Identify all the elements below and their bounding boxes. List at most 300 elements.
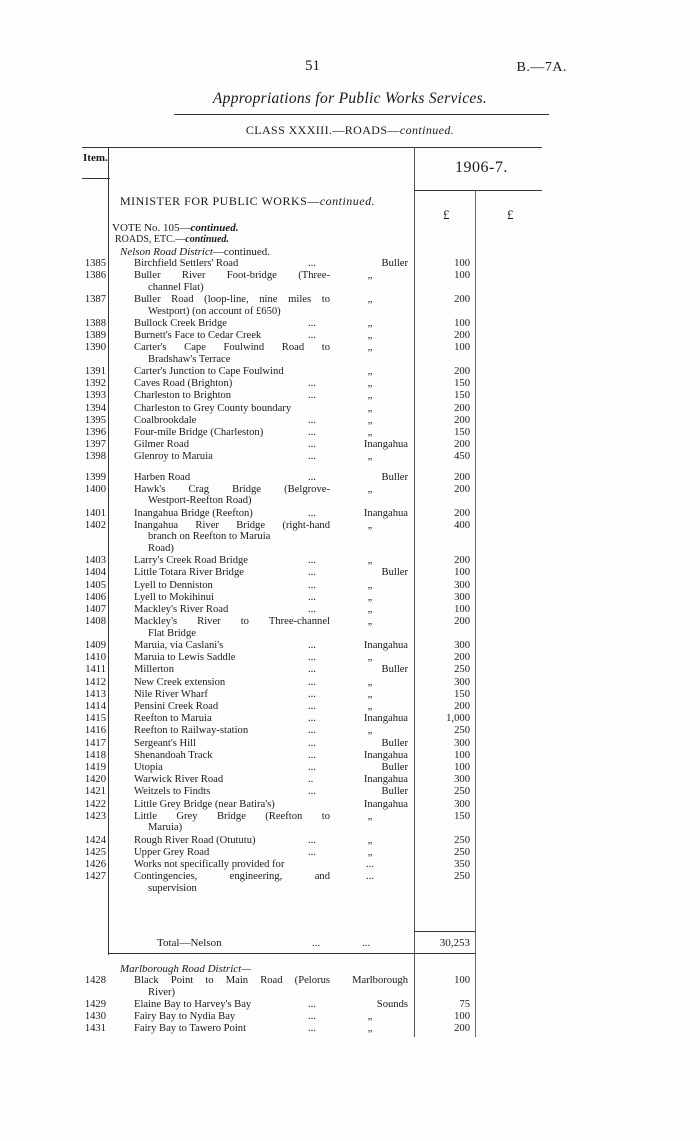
description-line: Sergeant's Hill (134, 737, 197, 749)
county-name: Inangahua (363, 640, 408, 651)
page-title: Appropriations for Public Works Services. (212, 90, 488, 107)
amount: 200 (454, 414, 470, 426)
amount-column-divider (414, 147, 415, 1037)
description-line: Caves Road (Brighton) (134, 378, 233, 390)
county-name: „ (367, 414, 373, 426)
description-line: Little Totara River Bridge (134, 567, 244, 579)
item-number: 1400 (84, 483, 106, 495)
item-number: 1389 (84, 330, 106, 341)
leader-dots: ... (308, 507, 316, 519)
leader-dots: ... (308, 390, 316, 402)
item-description (134, 294, 330, 317)
amount: 100 (454, 604, 470, 615)
county-name: „ (367, 725, 373, 737)
county-name: „ (367, 555, 373, 567)
description-line: Nile River Wharf (134, 688, 208, 700)
total-leader-dots: ... (312, 937, 321, 949)
item-number: 1385 (84, 258, 106, 269)
item-number: 1423 (84, 810, 106, 822)
description-line: Inangahua River Bridge (right-hand (134, 519, 330, 531)
total-column-divider (475, 190, 476, 1037)
county-name: „ (367, 451, 373, 463)
item-column-header: Item. (83, 152, 108, 164)
county-name: „ (367, 519, 373, 531)
amount: 200 (454, 701, 470, 712)
item-number: 1407 (84, 604, 106, 615)
amount: 150 (454, 688, 470, 700)
item-description (134, 847, 330, 859)
amount: 200 (454, 471, 470, 483)
leader-dots: ... (308, 749, 316, 761)
item-description (134, 975, 330, 998)
year-rule (414, 190, 542, 191)
description-line: Fairy Bay to Tawero Point (134, 1023, 247, 1035)
county-name: ... (366, 859, 374, 870)
minister-heading: MINISTER FOR PUBLIC WORKS—continued. (120, 194, 376, 208)
item-number: 1421 (84, 786, 106, 798)
item-description (134, 1023, 330, 1035)
description-line: channel Flat) (148, 281, 204, 293)
amount: 100 (454, 258, 470, 269)
amount: 100 (454, 1011, 470, 1022)
item-description (134, 762, 330, 774)
description-line: Hawk's Crag Bridge (Belgrove- (134, 483, 330, 495)
description-line: Carter's Junction to Cape Foulwind (134, 366, 284, 377)
county-name: „ (367, 378, 373, 390)
amount: 100 (454, 270, 470, 282)
item-number: 1399 (84, 471, 106, 483)
description-line: Little Grey Bridge (Reefton to (134, 810, 330, 822)
county-name: „ (367, 834, 373, 846)
item-number: 1428 (84, 975, 106, 986)
county-name: „ (367, 846, 373, 858)
county-name: „ (367, 366, 373, 377)
item-description (134, 580, 330, 592)
item-description (134, 258, 330, 270)
description-line: Upper Grey Road (134, 846, 210, 858)
item-description (134, 604, 330, 616)
total-bottom-rule (414, 953, 475, 954)
nelson-district-heading: Nelson Road District—continued. (120, 246, 271, 258)
item-number: 1406 (84, 591, 106, 603)
item-number: 1388 (84, 317, 106, 329)
description-line: Pensini Creek Road (134, 701, 219, 712)
item-number: 1416 (84, 725, 106, 737)
currency-symbol-left: £ (443, 207, 450, 222)
item-number: 1387 (84, 294, 106, 305)
leader-dots: ... (308, 317, 316, 329)
item-description (134, 555, 330, 567)
total-label: Total—Nelson (157, 937, 222, 949)
description-line: River) (148, 986, 176, 998)
description-line: Reefton to Railway-station (134, 725, 249, 737)
leader-dots: ... (308, 737, 316, 749)
item-description (134, 835, 330, 847)
item-description (134, 1011, 330, 1023)
amount: 100 (454, 567, 470, 579)
description-line: Westport) (on account of £650) (148, 305, 281, 317)
year-column-header: 1906-7. (455, 159, 508, 176)
amount: 150 (454, 390, 470, 402)
item-number: 1409 (84, 640, 106, 651)
document-reference: B.—7A. (516, 60, 567, 75)
amount: 200 (454, 616, 470, 628)
description-line: Mackley's River to Three-channel (134, 616, 330, 628)
description-line: Flat Bridge (148, 627, 196, 639)
county-name: „ (367, 317, 373, 329)
item-description (134, 616, 330, 639)
item-number: 1394 (84, 402, 106, 414)
description-line: Millerton (134, 664, 175, 676)
amount: 200 (454, 507, 470, 519)
leader-dots: ... (308, 664, 316, 676)
county-name: Sounds (376, 998, 408, 1010)
item-number: 1403 (84, 555, 106, 567)
county-name: Marlborough (352, 975, 408, 986)
item-number: 1391 (84, 366, 106, 377)
item-description (134, 484, 330, 507)
leader-dots: ... (308, 427, 316, 438)
amount: 250 (454, 786, 470, 798)
class-heading: CLASS XXXIII.—ROADS—continued. (245, 123, 455, 137)
amount: 300 (454, 774, 470, 786)
item-description (134, 451, 330, 463)
amount: 250 (454, 871, 470, 883)
item-description (134, 859, 330, 871)
description-line: Charleston to Brighton (134, 390, 232, 402)
section-rule (108, 953, 415, 954)
description-line: Charleston to Grey County boundary (134, 402, 292, 414)
item-description (134, 366, 330, 378)
amount: 100 (454, 317, 470, 329)
description-line: Maruia to Lewis Saddle (134, 652, 236, 664)
description-line: Four-mile Bridge (Charleston) (134, 427, 264, 438)
county-name: „ (367, 616, 373, 628)
description-line: Gilmer Road (134, 439, 190, 451)
leader-dots: ... (308, 414, 316, 426)
item-number: 1396 (84, 427, 106, 438)
leader-dots: ... (308, 451, 316, 463)
leader-dots: ... (308, 640, 316, 651)
description-line: Road) (148, 542, 174, 554)
amount: 450 (454, 451, 470, 463)
item-description (134, 270, 330, 293)
item-description (134, 427, 330, 439)
marlborough-district-heading: Marlborough Road District— (120, 963, 251, 975)
county-name: „ (367, 294, 373, 305)
amount: 200 (454, 1023, 470, 1035)
item-number: 1424 (84, 834, 106, 846)
description-line: Larry's Creek Road Bridge (134, 555, 248, 567)
description-line: Weitzels to Findts (134, 786, 211, 798)
item-number: 1412 (84, 676, 106, 688)
item-description (134, 871, 330, 894)
item-number: 1417 (84, 737, 106, 749)
description-line: Westport-Reefton Road) (148, 495, 252, 507)
description-line: supervision (148, 882, 197, 894)
description-line: Bradshaw's Terrace (148, 353, 231, 365)
county-name: „ (367, 676, 373, 688)
item-description (134, 999, 330, 1011)
item-number: 1418 (84, 749, 106, 761)
item-number: 1411 (85, 664, 106, 676)
item-number: 1414 (84, 701, 106, 712)
county-name: „ (367, 688, 373, 700)
item-number: 1395 (84, 414, 106, 426)
county-name: Buller (381, 471, 408, 483)
county-name: „ (367, 270, 373, 282)
amount: 200 (454, 483, 470, 495)
roads-heading: ROADS, ETC.—continued. (115, 234, 229, 245)
description-line: Contingencies, engineering, and (134, 871, 330, 883)
item-number: 1425 (84, 846, 106, 858)
county-name: „ (367, 701, 373, 712)
item-number: 1415 (84, 713, 106, 725)
amount: 300 (454, 591, 470, 603)
amount: 300 (454, 737, 470, 749)
leader-dots: ... (308, 1023, 316, 1035)
description-line: Harben Road (134, 471, 191, 483)
description-line: Lyell to Denniston (134, 579, 213, 591)
item-description (134, 415, 330, 427)
description-line: Maruia, via Caslani's (134, 640, 224, 651)
item-number: 1431 (84, 1023, 106, 1035)
leader-dots: ... (308, 713, 316, 725)
county-name: „ (367, 604, 373, 615)
amount: 300 (454, 579, 470, 591)
item-description (134, 677, 330, 689)
item-description (134, 652, 330, 664)
description-line: Birchfield Settlers' Road (134, 258, 239, 269)
leader-dots: ... (308, 258, 316, 269)
amount: 300 (454, 798, 470, 810)
county-name: Inangahua (363, 439, 408, 451)
amount: 150 (454, 427, 470, 438)
county-name: Buller (381, 664, 408, 676)
item-number: 1390 (84, 342, 106, 354)
leader-dots: ... (308, 378, 316, 390)
item-number: 1398 (84, 451, 106, 463)
item-number: 1413 (84, 688, 106, 700)
item-number: 1410 (84, 652, 106, 664)
item-number: 1427 (84, 871, 106, 883)
item-column-divider (108, 147, 109, 955)
leader-dots: ... (308, 846, 316, 858)
item-description (134, 774, 330, 786)
county-name: „ (367, 652, 373, 664)
item-number: 1430 (84, 1011, 106, 1022)
item-description (134, 378, 330, 390)
total-amount: 30,253 (439, 937, 470, 949)
county-name: „ (367, 1011, 373, 1022)
description-line: Bullock Creek Bridge (134, 317, 227, 329)
county-name: Buller (381, 786, 408, 798)
item-description (134, 738, 330, 750)
item-number: 1422 (84, 798, 106, 810)
leader-dots: ... (308, 701, 316, 712)
leader-dots: ... (308, 1011, 316, 1022)
description-line: Rough River Road (Otututu) (134, 834, 256, 846)
leader-dots: ... (308, 998, 316, 1010)
leader-dots: ... (308, 604, 316, 615)
item-description (134, 799, 330, 811)
county-name: „ (367, 1023, 373, 1035)
leader-dots: ... (308, 762, 316, 773)
item-number: 1405 (84, 579, 106, 591)
amount: 250 (454, 664, 470, 676)
county-name: „ (367, 427, 373, 438)
description-line: Buller Road (loop-line, nine miles to (134, 294, 330, 305)
county-name: „ (367, 810, 373, 822)
leader-dots: ... (308, 688, 316, 700)
description-line: Utopia (134, 762, 163, 773)
county-name: „ (367, 591, 373, 603)
item-number: 1393 (84, 390, 106, 402)
description-line: Maruia) (148, 822, 183, 834)
leader-dots: ... (308, 591, 316, 603)
item-number: 1420 (84, 774, 106, 786)
amount: 150 (454, 378, 470, 390)
amount: 100 (454, 762, 470, 773)
item-number: 1401 (84, 507, 106, 519)
leader-dots: ... (308, 725, 316, 737)
item-description (134, 567, 330, 579)
amount: 200 (454, 366, 470, 377)
description-line: Little Grey Bridge (near Batira's) (134, 798, 275, 810)
leader-dots: ... (308, 330, 316, 341)
total-leader-dots: ... (362, 937, 371, 949)
county-name: Inangahua (363, 749, 408, 761)
description-line: Fairy Bay to Nydia Bay (134, 1011, 236, 1022)
item-description (134, 508, 330, 520)
item-number: 1402 (84, 519, 106, 531)
amount: 300 (454, 640, 470, 651)
description-line: Black Point to Main Road (Pelorus (134, 975, 330, 986)
amount: 250 (454, 846, 470, 858)
county-name: „ (367, 579, 373, 591)
county-name: Buller (381, 258, 408, 269)
item-description (134, 750, 330, 762)
item-description (134, 342, 330, 365)
leader-dots: ... (308, 834, 316, 846)
description-line: Shenandoah Track (134, 749, 213, 761)
description-line: Inangahua Bridge (Reefton) (134, 507, 253, 519)
amount: 1,000 (446, 713, 470, 725)
item-number: 1404 (84, 567, 106, 579)
item-description (134, 811, 330, 834)
county-name: Inangahua (363, 774, 408, 786)
county-name: Inangahua (363, 798, 408, 810)
description-line: Works not specifically provided for (134, 859, 285, 870)
county-name: „ (367, 390, 373, 402)
item-number: 1392 (84, 378, 106, 390)
item-description (134, 472, 330, 484)
leader-dots: ... (308, 439, 316, 451)
table-top-rule (82, 147, 542, 148)
item-header-rule (82, 178, 110, 179)
amount: 200 (454, 294, 470, 305)
leader-dots: ... (308, 567, 316, 579)
county-name: Buller (381, 567, 408, 579)
item-number: 1386 (84, 270, 106, 282)
county-name: „ (367, 330, 373, 341)
description-line: branch on Reefton to Maruia (148, 531, 271, 543)
amount: 300 (454, 676, 470, 688)
leader-dots: ... (308, 786, 316, 798)
leader-dots: ... (308, 471, 316, 483)
item-description (134, 713, 330, 725)
amount: 100 (454, 975, 470, 986)
description-line: Coalbrookdale (134, 414, 197, 426)
amount: 200 (454, 652, 470, 664)
item-description (134, 592, 330, 604)
description-line: Glenroy to Maruia (134, 451, 213, 463)
amount: 100 (454, 342, 470, 354)
county-name: Buller (381, 737, 408, 749)
item-description (134, 786, 330, 798)
description-line: Burnett's Face to Cedar Creek (134, 330, 262, 341)
description-line: Elaine Bay to Harvey's Bay (134, 998, 252, 1010)
item-number: 1419 (84, 762, 106, 773)
leader-dots: ... (308, 555, 316, 567)
item-description (134, 689, 330, 701)
vote-heading: VOTE No. 105—continued. (112, 222, 239, 234)
item-description (134, 390, 330, 402)
currency-symbol-right: £ (507, 207, 514, 222)
county-name: ... (366, 871, 374, 883)
title-rule (174, 114, 549, 115)
description-line: Buller River Foot-bridge (Three- (134, 270, 330, 282)
item-number: 1426 (84, 859, 106, 870)
description-line: New Creek extension (134, 676, 226, 688)
description-line: Lyell to Mokihinui (134, 591, 215, 603)
leader-dots: .. (308, 774, 314, 786)
amount: 400 (454, 519, 470, 531)
item-description (134, 725, 330, 737)
description-line: Carter's Cape Foulwind Road to (134, 342, 330, 354)
amount: 75 (459, 998, 470, 1010)
amount: 200 (454, 555, 470, 567)
description-line: Warwick River Road (134, 774, 224, 786)
item-description (134, 330, 330, 342)
amount: 150 (454, 810, 470, 822)
amount: 200 (454, 439, 470, 451)
item-description (134, 640, 330, 652)
amount: 200 (454, 330, 470, 341)
county-name: „ (367, 402, 373, 414)
amount: 100 (454, 749, 470, 761)
item-description (134, 318, 330, 330)
item-description (134, 403, 330, 415)
county-name: „ (367, 483, 373, 495)
county-name: Inangahua (363, 713, 408, 725)
county-name: Inangahua (363, 507, 408, 519)
county-name: Buller (381, 762, 408, 773)
item-number: 1408 (84, 616, 106, 628)
leader-dots: ... (308, 579, 316, 591)
amount: 200 (454, 402, 470, 414)
description-line: Mackley's River Road (134, 604, 229, 615)
item-description (134, 701, 330, 713)
leader-dots: ... (308, 676, 316, 688)
leader-dots: ... (308, 652, 316, 664)
amount: 250 (454, 725, 470, 737)
amount: 350 (454, 859, 470, 870)
description-line: Reefton to Maruia (134, 713, 212, 725)
county-name: „ (367, 342, 373, 354)
amount: 250 (454, 834, 470, 846)
total-top-rule (414, 931, 475, 932)
